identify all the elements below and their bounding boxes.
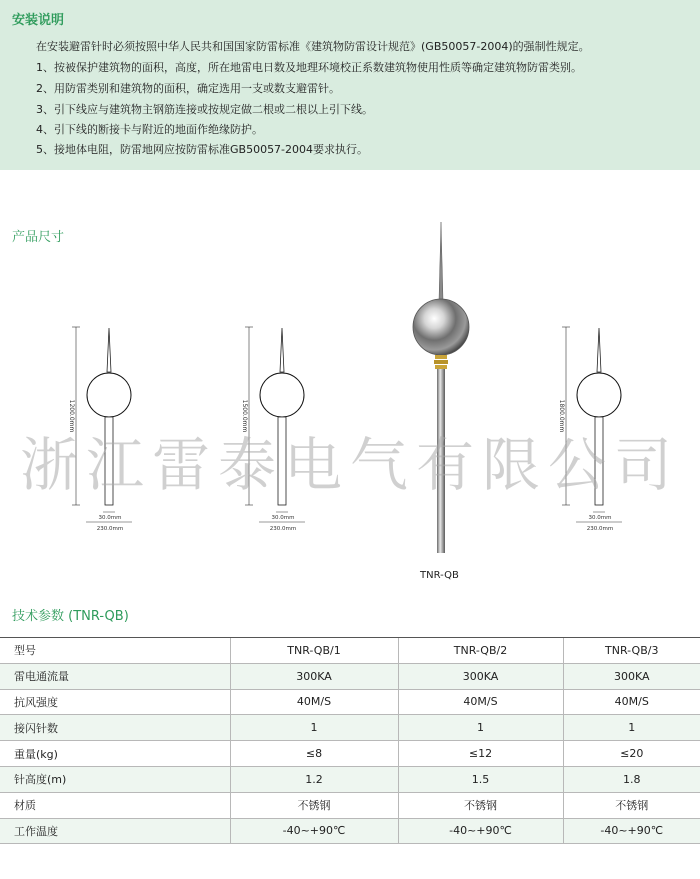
cell-value: TNR-QB/1 <box>230 638 398 664</box>
rod-drawing-1 <box>68 327 132 532</box>
table-row <box>0 715 700 741</box>
width-label: 230.0mm <box>96 526 124 532</box>
cell-value: TNR-QB/3 <box>563 638 700 664</box>
cell-value: 1.5 <box>398 766 563 792</box>
row-label: 针高度(m) <box>0 766 230 792</box>
row-label: 重量(kg) <box>0 741 230 767</box>
row-label: 雷电通流量 <box>0 663 230 689</box>
rod-drawing-2 <box>241 327 305 532</box>
installation-line: 4、引下线的断接卡与附近的地面作绝缘防护。 <box>36 123 263 136</box>
cell-value: ≤8 <box>230 741 398 767</box>
installation-line: 在安装避雷针时必须按照中华人民共和国国家防雷标准《建筑物防雷设计规范》(GB50057-2004)的强制性规定。 <box>36 40 590 53</box>
cell-value: 不锈钢 <box>563 792 700 818</box>
table-row <box>0 792 700 818</box>
installation-line: 1、按被保护建筑物的面积，高度，所在地雷电日数及地理环境校正系数建筑物使用性质等确定建筑物防雷类别。 <box>36 61 582 74</box>
cell-value: 1 <box>230 715 398 741</box>
table-row <box>0 766 700 792</box>
table-row <box>0 638 700 664</box>
specs-table <box>0 637 700 844</box>
specs-title: 技术参数 (TNR-QB) <box>12 609 129 624</box>
cell-value: 1.2 <box>230 766 398 792</box>
cell-value: 300KA <box>563 663 700 689</box>
dimensions-title: 产品尺寸 <box>12 230 65 245</box>
cell-value: 不锈钢 <box>230 792 398 818</box>
cell-value: -40~+90℃ <box>563 818 700 844</box>
cell-value: 40M/S <box>563 689 700 715</box>
diameter-label: 30.0mm <box>98 515 122 521</box>
installation-line: 5、接地体电阻，防雷地网应按防雷标准GB50057-2004要求执行。 <box>36 143 369 156</box>
product-photo-rod <box>413 222 469 553</box>
table-row <box>0 818 700 844</box>
row-label: 接闪针数 <box>0 715 230 741</box>
height-label: 1500.0mm <box>241 399 248 433</box>
row-label: 工作温度 <box>0 818 230 844</box>
cell-value: ≤12 <box>398 741 563 767</box>
installation-line: 3、引下线应与建筑物主钢筋连接或按规定做二根或二根以上引下线。 <box>36 103 373 116</box>
row-label: 抗风强度 <box>0 689 230 715</box>
model-caption: TNR-QB <box>420 570 459 581</box>
cell-value: -40~+90℃ <box>230 818 398 844</box>
cell-value: 1 <box>563 715 700 741</box>
diameter-label: 30.0mm <box>271 515 295 521</box>
company-watermark: 浙江雷泰电气有限公司 <box>19 431 680 499</box>
cell-value: ≤20 <box>563 741 700 767</box>
height-label: 1800.0mm <box>558 399 565 433</box>
table-row <box>0 741 700 767</box>
cell-value: 300KA <box>398 663 563 689</box>
table-row <box>0 663 700 689</box>
cell-value: 不锈钢 <box>398 792 563 818</box>
cell-value: 1 <box>398 715 563 741</box>
cell-value: -40~+90℃ <box>398 818 563 844</box>
cell-value: 40M/S <box>230 689 398 715</box>
cell-value: 300KA <box>230 663 398 689</box>
width-label: 230.0mm <box>269 526 297 532</box>
installation-line: 2、用防雷类别和建筑物的面积，确定选用一支或数支避雷针。 <box>36 82 340 95</box>
installation-title: 安装说明 <box>12 13 65 28</box>
rod-drawing-3 <box>558 327 622 532</box>
row-label: 型号 <box>0 638 230 664</box>
cell-value: 1.8 <box>563 766 700 792</box>
width-label: 230.0mm <box>586 526 614 532</box>
height-label: 1200.0mm <box>68 399 75 433</box>
diameter-label: 30.0mm <box>588 515 612 521</box>
table-row <box>0 689 700 715</box>
cell-value: TNR-QB/2 <box>398 638 563 664</box>
cell-value: 40M/S <box>398 689 563 715</box>
row-label: 材质 <box>0 792 230 818</box>
